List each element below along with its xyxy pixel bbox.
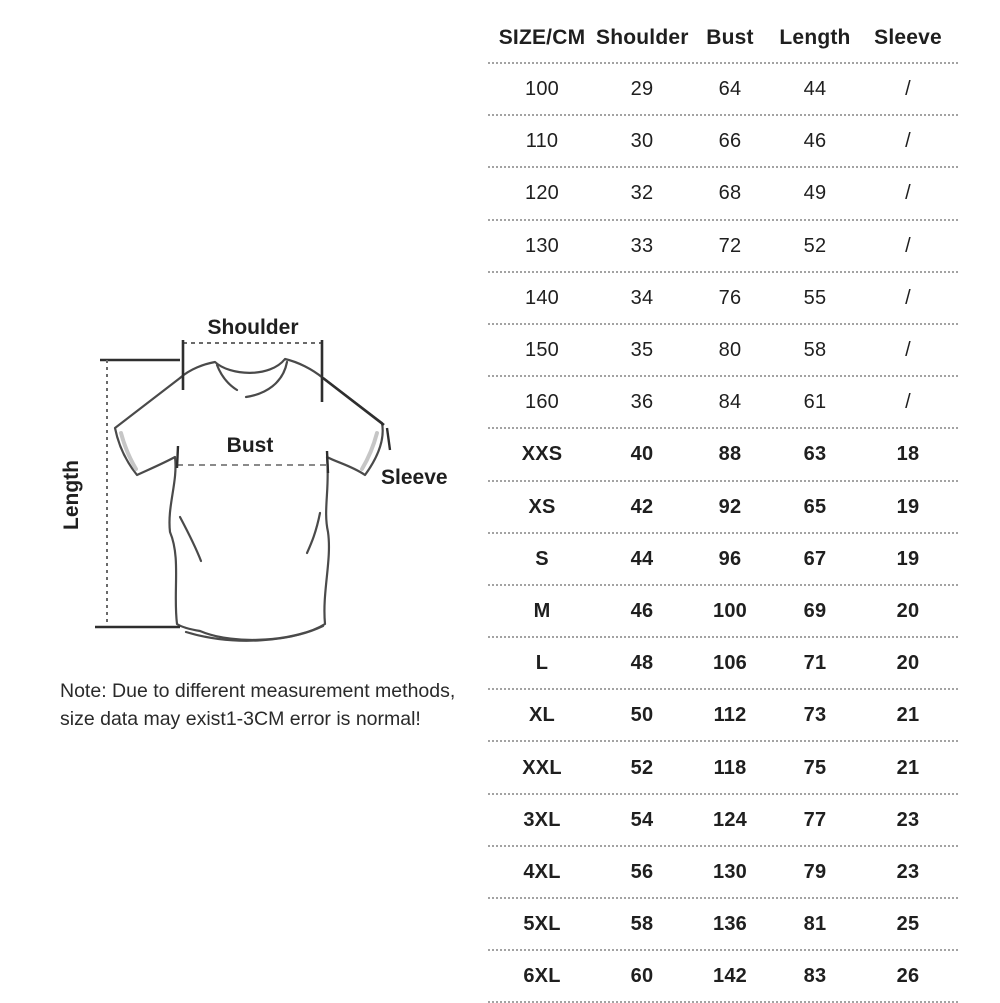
table-cell-shoulder: 33 bbox=[630, 234, 654, 257]
table-cell-shoulder: 32 bbox=[630, 182, 654, 205]
note-line-1: Note: Due to different measurement methods, bbox=[60, 680, 456, 702]
table-cell-length: 52 bbox=[803, 234, 827, 257]
tshirt-outline bbox=[115, 359, 383, 641]
table-cell-size: XXS bbox=[521, 443, 563, 466]
table-row bbox=[488, 273, 958, 325]
table-cell-length: 49 bbox=[803, 182, 827, 205]
table-cell-size: 160 bbox=[525, 391, 559, 414]
table-cell-shoulder: 29 bbox=[630, 78, 654, 101]
table-cell-length: 63 bbox=[803, 443, 827, 466]
table-cell-size: 100 bbox=[525, 78, 559, 101]
table-cell-sleeve: / bbox=[905, 78, 911, 101]
table-cell-size: M bbox=[533, 599, 551, 622]
tshirt-measurement-diagram bbox=[40, 290, 470, 680]
length-label: Length bbox=[60, 460, 83, 530]
table-cell-length: 81 bbox=[803, 913, 827, 936]
table-cell-sleeve: 18 bbox=[896, 443, 920, 466]
table-cell-bust: 76 bbox=[718, 286, 742, 309]
table-row bbox=[488, 325, 958, 377]
table-row bbox=[488, 168, 958, 220]
table-cell-bust: 88 bbox=[718, 443, 742, 466]
table-cell-sleeve: 19 bbox=[896, 495, 920, 518]
table-cell-sleeve: 20 bbox=[896, 652, 920, 675]
table-cell-bust: 142 bbox=[713, 965, 747, 988]
col-header-sleeve: Sleeve bbox=[874, 25, 942, 49]
table-row bbox=[488, 690, 958, 742]
table-cell-bust: 118 bbox=[713, 756, 747, 779]
table-cell-length: 77 bbox=[803, 808, 827, 831]
size-table bbox=[488, 12, 958, 1003]
table-cell-sleeve: / bbox=[905, 286, 911, 309]
col-header-shoulder: Shoulder bbox=[596, 25, 689, 49]
table-cell-sleeve: / bbox=[905, 234, 911, 257]
tshirt-body-path bbox=[115, 359, 383, 640]
measurement-note bbox=[60, 678, 455, 733]
table-cell-bust: 112 bbox=[713, 704, 747, 727]
table-cell-shoulder: 35 bbox=[630, 339, 654, 362]
sleeve-end-tick bbox=[387, 428, 390, 450]
table-cell-length: 79 bbox=[803, 860, 827, 883]
col-header-length: Length bbox=[779, 25, 851, 49]
table-cell-length: 55 bbox=[803, 286, 827, 309]
table-cell-bust: 136 bbox=[713, 913, 747, 936]
table-cell-size: S bbox=[535, 547, 549, 570]
table-row bbox=[488, 377, 958, 429]
table-cell-sleeve: 21 bbox=[896, 704, 920, 727]
table-cell-size: 6XL bbox=[523, 965, 561, 988]
table-cell-sleeve: 23 bbox=[896, 808, 920, 831]
bust-left-tick bbox=[177, 446, 178, 468]
table-cell-shoulder: 42 bbox=[630, 495, 654, 518]
table-cell-bust: 130 bbox=[713, 860, 747, 883]
table-row bbox=[488, 847, 958, 899]
table-row bbox=[488, 586, 958, 638]
table-cell-bust: 68 bbox=[718, 182, 742, 205]
table-row bbox=[488, 899, 958, 951]
table-cell-sleeve: / bbox=[905, 130, 911, 153]
table-cell-size: 120 bbox=[525, 182, 559, 205]
table-cell-size: 3XL bbox=[523, 808, 561, 831]
table-cell-length: 61 bbox=[803, 391, 827, 414]
table-row bbox=[488, 221, 958, 273]
table-cell-shoulder: 60 bbox=[630, 965, 654, 988]
table-cell-shoulder: 34 bbox=[630, 286, 654, 309]
bust-label: Bust bbox=[226, 434, 274, 457]
table-cell-length: 44 bbox=[803, 78, 827, 101]
shoulder-label: Shoulder bbox=[207, 316, 299, 339]
table-row bbox=[488, 742, 958, 794]
table-cell-length: 46 bbox=[803, 130, 827, 153]
bust-right-tick bbox=[327, 451, 328, 473]
table-cell-shoulder: 50 bbox=[630, 704, 654, 727]
table-cell-length: 75 bbox=[803, 756, 827, 779]
table-cell-bust: 92 bbox=[718, 495, 742, 518]
table-header-row bbox=[488, 12, 958, 64]
table-row bbox=[488, 534, 958, 586]
table-cell-bust: 124 bbox=[713, 808, 747, 831]
table-cell-sleeve: / bbox=[905, 391, 911, 414]
table-cell-size: XXL bbox=[522, 756, 562, 779]
table-cell-shoulder: 48 bbox=[630, 652, 654, 675]
table-cell-size: XS bbox=[528, 495, 556, 518]
table-cell-length: 73 bbox=[803, 704, 827, 727]
table-cell-sleeve: / bbox=[905, 339, 911, 362]
table-cell-shoulder: 46 bbox=[630, 599, 654, 622]
table-row bbox=[488, 795, 958, 847]
table-cell-bust: 66 bbox=[718, 130, 742, 153]
table-cell-sleeve: 21 bbox=[896, 756, 920, 779]
table-row bbox=[488, 64, 958, 116]
table-cell-sleeve: 26 bbox=[896, 965, 920, 988]
table-cell-bust: 84 bbox=[718, 391, 742, 414]
table-cell-sleeve: 20 bbox=[896, 599, 920, 622]
table-cell-shoulder: 56 bbox=[630, 860, 654, 883]
table-cell-sleeve: 25 bbox=[896, 913, 920, 936]
table-cell-size: 4XL bbox=[523, 860, 561, 883]
table-cell-shoulder: 30 bbox=[630, 130, 654, 153]
table-cell-shoulder: 52 bbox=[630, 756, 654, 779]
table-cell-bust: 64 bbox=[718, 78, 742, 101]
table-row bbox=[488, 638, 958, 690]
table-cell-length: 83 bbox=[803, 965, 827, 988]
sleeve-label: Sleeve bbox=[381, 466, 448, 489]
table-cell-length: 69 bbox=[803, 599, 827, 622]
table-row bbox=[488, 116, 958, 168]
col-header-size: SIZE/CM bbox=[498, 25, 586, 49]
table-cell-size: 5XL bbox=[523, 913, 561, 936]
table-cell-size: L bbox=[535, 652, 549, 675]
table-cell-bust: 100 bbox=[713, 599, 747, 622]
col-header-bust: Bust bbox=[706, 25, 754, 49]
table-cell-size: 150 bbox=[525, 339, 559, 362]
table-cell-sleeve: 23 bbox=[896, 860, 920, 883]
table-row bbox=[488, 429, 958, 481]
table-row bbox=[488, 951, 958, 1003]
table-cell-bust: 106 bbox=[713, 652, 747, 675]
table-cell-shoulder: 54 bbox=[630, 808, 654, 831]
table-cell-length: 65 bbox=[803, 495, 827, 518]
table-cell-size: 140 bbox=[525, 286, 559, 309]
size-table-body bbox=[488, 64, 958, 1003]
table-cell-bust: 80 bbox=[718, 339, 742, 362]
table-cell-shoulder: 58 bbox=[630, 913, 654, 936]
table-cell-bust: 96 bbox=[718, 547, 742, 570]
table-cell-size: 130 bbox=[525, 234, 559, 257]
table-cell-sleeve: / bbox=[905, 182, 911, 205]
note-line-2: size data may exist1-3CM error is normal! bbox=[60, 707, 421, 730]
table-cell-length: 67 bbox=[803, 547, 827, 570]
table-cell-length: 58 bbox=[803, 339, 827, 362]
table-row bbox=[488, 482, 958, 534]
table-cell-length: 71 bbox=[803, 652, 827, 675]
table-cell-size: XL bbox=[529, 704, 555, 727]
table-cell-shoulder: 44 bbox=[630, 547, 654, 570]
table-cell-shoulder: 40 bbox=[630, 443, 654, 466]
table-cell-shoulder: 36 bbox=[630, 391, 654, 414]
table-cell-size: 110 bbox=[525, 130, 559, 153]
table-cell-sleeve: 19 bbox=[896, 547, 920, 570]
table-cell-bust: 72 bbox=[718, 234, 742, 257]
